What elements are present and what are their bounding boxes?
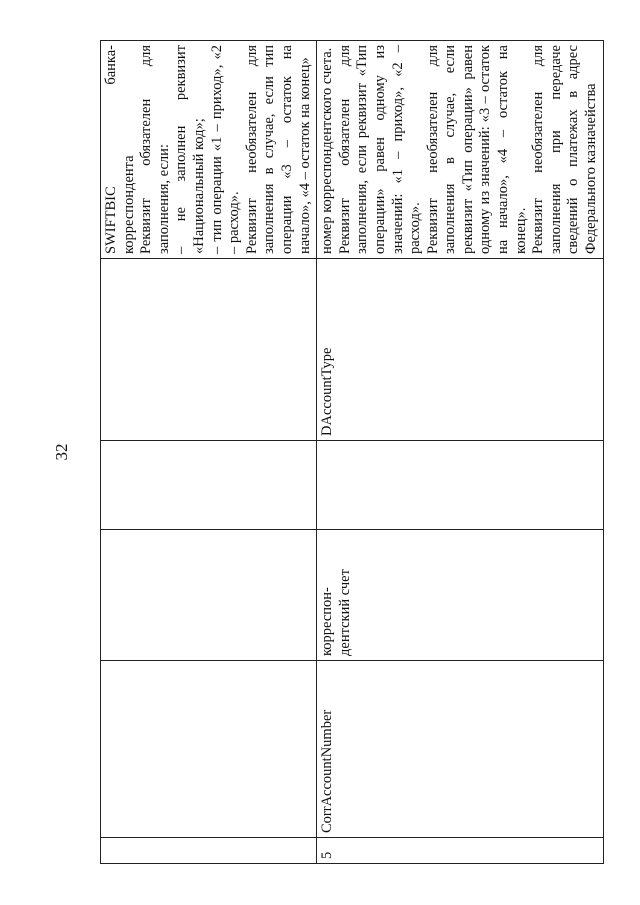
cell-description	[101, 41, 317, 259]
desc-line: – тип операции «1 – приход», «2 – расход».	[208, 45, 243, 254]
desc-line: Реквизит необязателен для заполнения в случае, если реквизит «Тип операции» равен одному из значений: «3 – остаток на начало», «4 – остаток на конец».	[424, 45, 529, 254]
requisites-table	[100, 40, 604, 864]
cell-description	[317, 41, 604, 259]
cell-field: CorrAccountNumber	[317, 661, 604, 838]
cell-type: DAccountType	[317, 259, 604, 441]
desc-line: Реквизит обязателен для заполнения, если:	[138, 45, 172, 254]
cell-name: корреспон-дентский счет	[317, 530, 604, 661]
cell-field	[101, 661, 317, 838]
desc-line: SWIFTBIC банка-корреспондента	[103, 45, 137, 254]
desc-line: Реквизит обязателен для заполнения, если реквизит «Тип операции» равен одному из значений: «1 – приход», «2 – расход».	[336, 45, 424, 254]
cell-type	[101, 259, 317, 441]
rotated-table-container	[100, 41, 600, 864]
desc-line: Реквизит необязателен для заполнения при передаче сведений о платежах в адрес Федерального казначейства	[530, 45, 600, 254]
table-row	[101, 41, 317, 864]
cell-col4	[101, 441, 317, 530]
desc-line: – не заполнен реквизит «Национальный код»;	[173, 45, 207, 254]
cell-number	[101, 838, 317, 864]
cell-number: 5	[317, 838, 604, 864]
cell-col4	[317, 441, 604, 530]
table-row	[317, 41, 604, 864]
desc-line: номер корреспондентского счета.	[319, 47, 336, 254]
page-number: 32	[52, 443, 71, 461]
desc-line: Реквизит необязателен для заполнения в случае, если тип операции «3 – остаток на начало», «4 – остаток на конец»	[243, 45, 313, 254]
cell-name	[101, 530, 317, 661]
